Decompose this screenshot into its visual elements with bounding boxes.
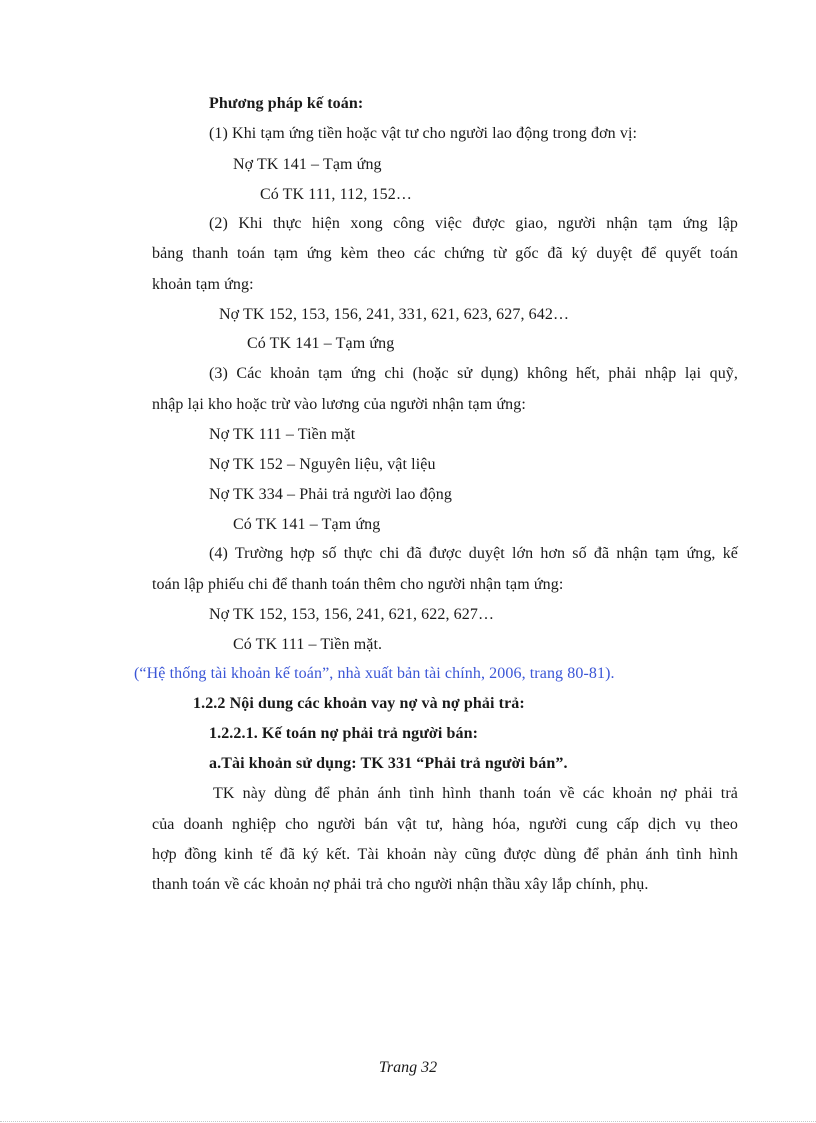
step1-credit-entry: Có TK 111, 112, 152… bbox=[260, 186, 412, 203]
step3-text-line1: (3) Các khoản tạm ứng chi (hoặc sử dụng) không hết, phải nhập lại quỹ, bbox=[209, 365, 738, 382]
step4-debit-entry: Nợ TK 152, 153, 156, 241, 621, 622, 627… bbox=[209, 606, 495, 623]
step4-text-line1: (4) Trường hợp số thực chi đã được duyệt lớn hơn số đã nhận tạm ứng, kế bbox=[209, 545, 738, 562]
step2-text-line3: khoản tạm ứng: bbox=[152, 276, 254, 293]
page-number-footer: Trang 32 bbox=[378, 1059, 438, 1076]
citation: (“Hệ thống tài khoản kế toán”, nhà xuất bản tài chính, 2006, trang 80-81). bbox=[134, 665, 615, 682]
account-heading: a.Tài khoản sử dụng: TK 331 “Phải trả người bán”. bbox=[209, 755, 568, 772]
step4-text-line2: toán lập phiếu chi để thanh toán thêm cho người nhận tạm ứng: bbox=[152, 576, 564, 593]
step2-debit-entry: Nợ TK 152, 153, 156, 241, 331, 621, 623, 627, 642… bbox=[219, 306, 570, 323]
paragraph-line4: thanh toán về các khoản nợ phải trả cho người nhận thầu xây lắp chính, phụ. bbox=[152, 876, 649, 893]
paragraph-line3: hợp đồng kinh tế đã ký kết. Tài khoản này cũng được dùng để phản ánh tình hình bbox=[152, 846, 738, 863]
step1-text: (1) Khi tạm ứng tiền hoặc vật tư cho người lao động trong đơn vị: bbox=[209, 125, 638, 142]
step2-text-line2: bảng thanh toán tạm ứng kèm theo các chứng từ gốc đã ký duyệt để quyết toán bbox=[152, 245, 738, 262]
step1-debit-entry: Nợ TK 141 – Tạm ứng bbox=[233, 156, 382, 173]
step3-credit-entry: Có TK 141 – Tạm ứng bbox=[233, 516, 381, 533]
method-heading: Phương pháp kế toán: bbox=[209, 95, 364, 112]
step2-text-line1: (2) Khi thực hiện xong công việc được giao, người nhận tạm ứng lập bbox=[209, 215, 738, 232]
subsection-heading: 1.2.2.1. Kế toán nợ phải trả người bán: bbox=[209, 725, 479, 742]
step3-debit-entry-2: Nợ TK 152 – Nguyên liệu, vật liệu bbox=[209, 456, 436, 473]
page-bottom-divider bbox=[0, 1121, 816, 1122]
step3-debit-entry-1: Nợ TK 111 – Tiền mặt bbox=[209, 426, 356, 443]
paragraph-line1: TK này dùng để phản ánh tình hình thanh toán về các khoản nợ phải trả bbox=[213, 785, 738, 802]
step2-credit-entry: Có TK 141 – Tạm ứng bbox=[247, 335, 395, 352]
paragraph-line2: của doanh nghiệp cho người bán vật tư, hàng hóa, người cung cấp dịch vụ theo bbox=[152, 816, 738, 833]
step3-debit-entry-3: Nợ TK 334 – Phải trả người lao động bbox=[209, 486, 452, 503]
section-heading: 1.2.2 Nội dung các khoản vay nợ và nợ phải trả: bbox=[193, 695, 525, 712]
step3-text-line2: nhập lại kho hoặc trừ vào lương của người nhận tạm ứng: bbox=[152, 396, 526, 413]
step4-credit-entry: Có TK 111 – Tiền mặt. bbox=[233, 636, 383, 653]
